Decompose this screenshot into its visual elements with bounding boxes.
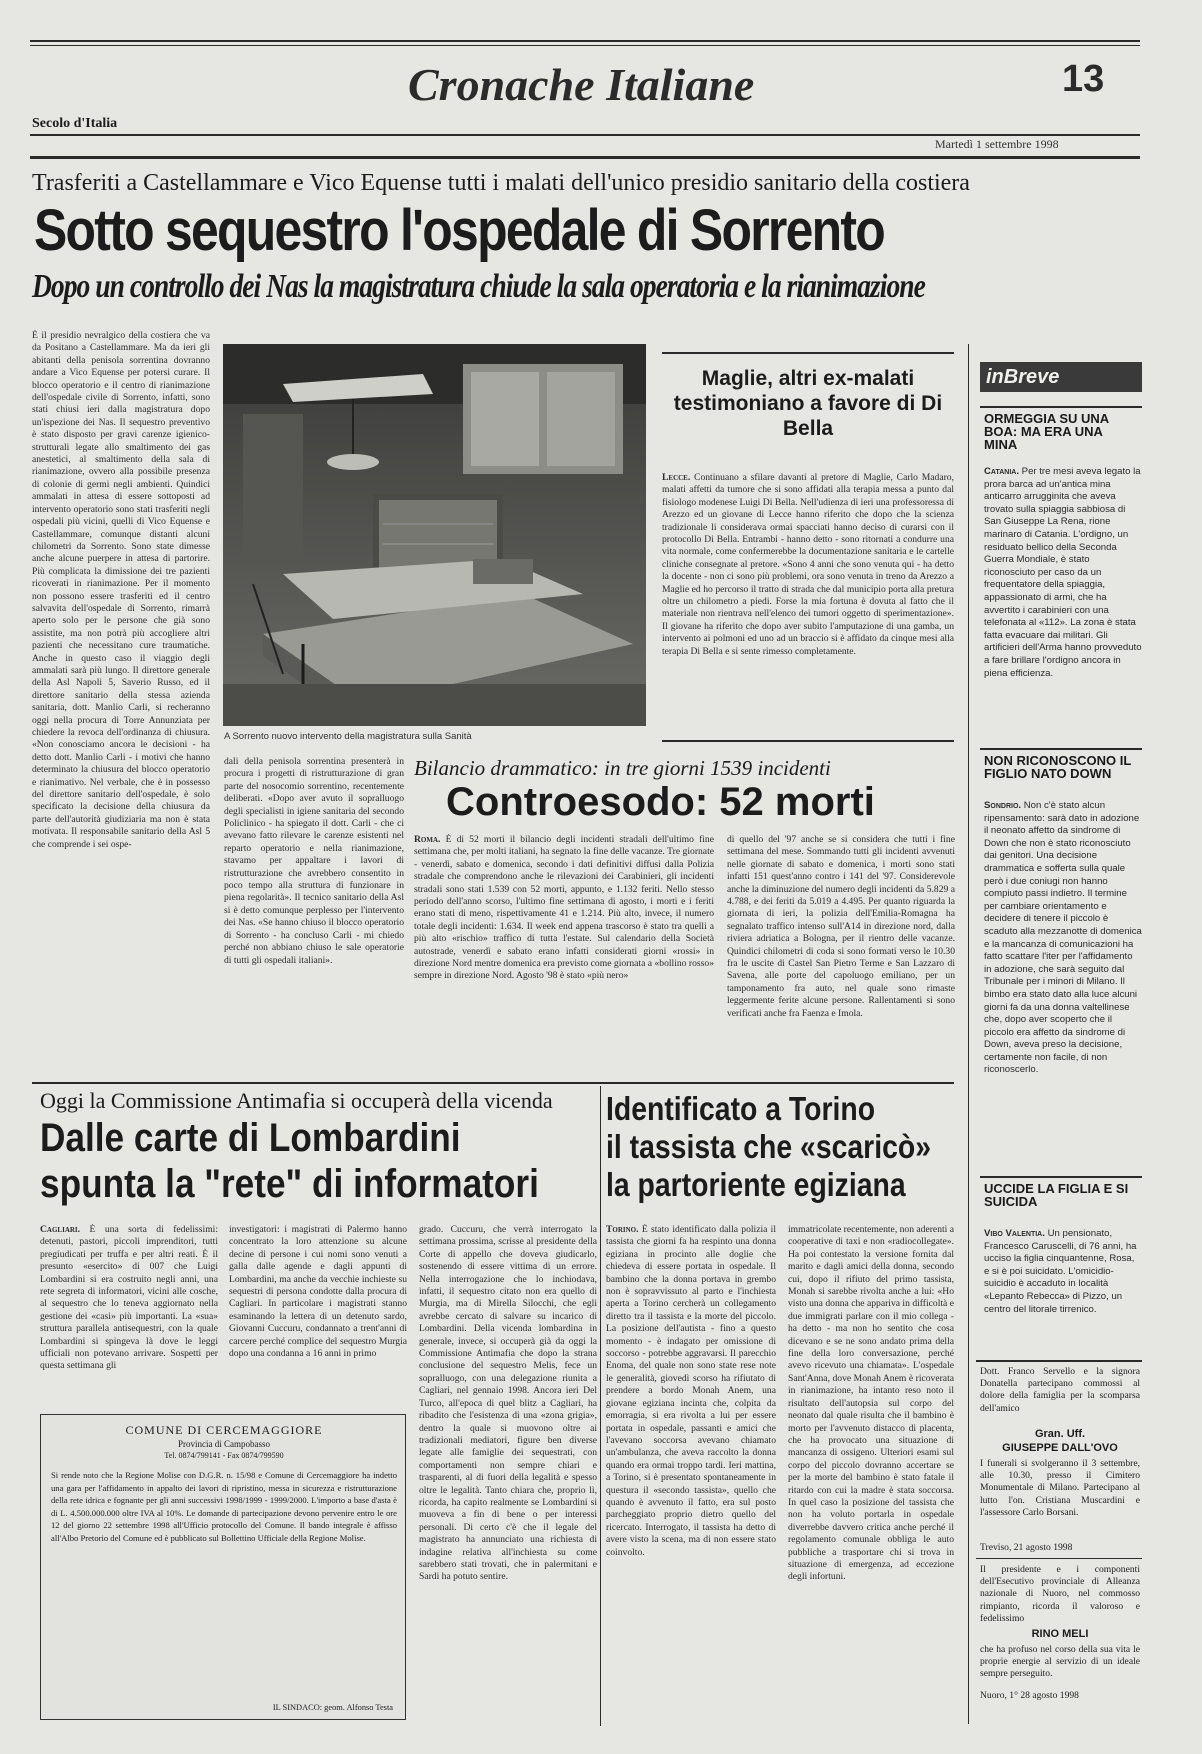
controesodo-rule [662,740,954,742]
lombardini-col2 [229,1224,407,1404]
obit-rule-2 [976,1558,1142,1559]
breve-title-3: UCCIDE LA FIGLIA E SI SUICIDA [984,1181,1129,1209]
breve-title-2: NON RICONOSCONO IL FIGLIO NATO DOWN [984,753,1132,781]
lombardini-col3 [419,1224,597,1724]
notice-signature: IL SINDACO: geom. Alfonso Testa [272,1703,393,1712]
date-rule [30,156,1140,159]
lombardini-dateline: Cagliari. [40,1224,81,1235]
tassista-col2-text: immatricolate recentemente, non aderenti a cooperative di taxi e non «radiocollegate». Ha poi contestato la versione fornita dal marito e dagli amici della donna, secondo cui, dopo il rifiuto del primo tassista, Monah si sarebbe rivolta anche a lui: «Ho visto una donna che appariva in difficoltà e due immigrati parlare con il mio collega - ha detto - ma non ho sentito che cosa dicevano e se ne sono andato prima della fine della loro conversazione, perché avevo ricevuto una chiamata». L'ospedale Sant'Anna, dove Monah Anem è ricoverata in rianimazione, ha intanto reso noto il risultato dell'autopsia sul corpo del neonato dal quale risulta che il bambino è morto per l'avvenuto distacco di placenta, che ha provocato una situazione di mancanza di ossigeno. Ulteriori esami sul corpo del piccolo dovranno accertare se per la morte del bambino è stato fatale il ritardo con cui la madre è stata soccorsa. In quel caso la posizione del tassista che non ha voluto portarla in ospedale diverrebbe davvero critica anche perché il regolamento comunale obbliga le auto pubbliche a trasportare chi si trova in situazione di emergenza, ad eccezione degli infortuni. [788,1224,954,1583]
tassista-headline-2: il tassista che «scaricò» [606,1128,931,1165]
controesodo-dateline: Roma. [414,834,441,845]
main-headline: Sotto sequestro l'ospedale di Sorrento [34,198,885,263]
tassista-col1-text: È stato identificato dalla polizia il tassista che giorni fa ha respinto una donna egiziana in procinto alle doglie che chiedeva di essere portata in ospedale. Il bambino che la donna portava in grembo non è sopravvissuto al parto e l'inchiesta aperta a Torino cercherà un collegamento diretto tra il tassista e la morte del piccolo. La posizione dell'autista - fino a questo momento - è indagato per omissione di soccorso - potrebbe aggravarsi. Il parecchio Enoma, del quale non sono state rese note le generalità, giovedì scorso ha rifiutato di prendere a bordo Monah Anem, una giovane egiziana incinta che, colpita da emorragia, si era rivolta a lui per essere portata in ospedale, passanti e amici che l'avevano soccorsa avevano chiamato un'ambulanza, che aveva raccolto la donna quando era ormai troppo tardi. Ieri mattina, a Torino, si è presentato spontaneamente in questura il «secondo tassista», quello che quando è avvenuto il fatto, era sul posto parcheggiato proprio dietro quello del ricercato. Interrogato, il tassista ha detto di avere visto la scena, ma di non essere stato coinvolto. [606,1224,776,1558]
lombardini-col1-text: È una sorta di fedelissimi: detenuti, pastori, piccoli imprenditori, tutti pregiudicati per truffa e per altri reati. È il presunto «esercito» di 007 che Luigi Lombardini si era costruito negli anni, una rete segreta di informatori, vicini alle cosche, al sequestro che lo teneva aggiornato nella gestione dei «casi» più importanti. La «sua» struttura parallela antisequestri, con la quale Lombardini si spingeva là dove le leggi ufficiali non potevano arrivare. Sospetti per questa settimana gli [40,1224,218,1372]
obit1-name-1: Gran. Uff. [1034,1428,1086,1440]
notice-subtitle: Provincia di Campobasso [178,1439,270,1449]
tassista-headline-3: la partoriente egiziana [606,1166,906,1203]
main-subhead: Dopo un controllo dei Nas la magistratura chiude la sala operatoria e la rianimazione [32,268,925,305]
obit1-date: Treviso, 21 agosto 1998 [980,1542,1073,1553]
obit1-body: I funerali si svolgeranno il 3 settembre, alle 10.30, presso il Cimitero Monumentale di Milano. Partecipano al lutto l'on. Cristiana Muscardini e l'assessore Carlo Borsani. [980,1458,1140,1518]
breve-rule-1 [980,406,1142,408]
top-rule-thin [30,45,1140,46]
controesodo-col1-text: È di 52 morti il bilancio degli incidenti stradali dell'ultimo fine settimana che, per molti italiani, ha segnato la fine delle vacanze. Tre giornate - venerdì, sabato e domenica, secondo i dati definitivi diffusi dalla Polizia stradale che comprendono anche le rilevazioni dei Carabinieri, gli incidenti stradali sono stati 1.539 con 52 morti, appunto, e 1.132 feriti. Nello stesso periodo dell'anno scorso, l'ultimo fine settimana di agosto, i morti e i feriti erano stati di meno, rispettivamente 41 e 1.214. Più alto, invece, il numero totale degli incidenti: 1.634. Il week end appena trascorso è stato tra quelli a più alto «rischio» traffico di tutta l'estate. Sul calendario della Società autostrade, venerdì e sabato erano infatti considerati giorni «rossi» in direzione Nord mentre domenica era previsto come giornata a «bollino rosso» sempre in direzione Nord. Agosto '98 è stato «più nero» [414,834,714,982]
breve-text-1: Per tre mesi aveva legato la prora barca ad un'antica mina anticarro arrugginita che aveva trovato sulla spiaggia sabbiosa di San Giuseppe La Rena, rione marinaro di Catania. L'ordigno, un residuato bellico della Seconda Guerra Mondiale, è stato riconosciuto per caso da un frequentatore della spiaggia, appassionato di armi, che ha avvertito i carabinieri con una telefonata al «112». La zona è stata fatta evacuare dai militari. Gli artificieri dell'Arma hanno provveduto a fare brillare l'ordigno ancora in piena efficienza. [984,466,1142,679]
breve-title-1: ORMEGGIA SU UNA BOA: MA ERA UNA MINA [984,411,1109,452]
controesodo-col2-text: di quello del '97 anche se si considera che tutti i fine settimana del mese. Sommando tutti gli incidenti avvenuti nelle giornate di sabato e domenica, i morti sono stati infatti 151 quest'anno contro i 141 del '97. Considerevole anche la diminuzione del numero degli incidenti da 5.829 a 4.788, e dei feriti da 5.019 a 4.495. Per quanto riguarda la giornata di ieri, la polizia dell'Emilia-Romagna ha segnalato traffico intenso sull'A14 in direzione nord, dalla riviera adriatica a Bologna, per il rientro delle vacanze. Quindici chilometri di coda si sono formati verso le 10.30 fra le uscite di Castel San Pietro Terme e San Lazzaro di Savena, alle porte del capoluogo emiliano, per un tamponamento fra auto, nel quale sono rimaste leggermente ferite alcune persone. Rallentamenti si sono verificati anche fra Faenza e Imola. [727,834,955,1019]
breve-body-3 [984,1228,1142,1360]
breve-rule-3 [980,1176,1142,1178]
controesodo-headline: Controesodo: 52 morti [446,780,875,824]
breve-body-2 [984,800,1142,1180]
page-date: Martedì 1 settembre 1998 [935,137,1059,151]
obit2-date: Nuoro, 1° 28 agosto 1998 [980,1690,1079,1701]
top-rule [30,40,1140,42]
main-kicker: Trasferiti a Castellammare e Vico Equense tutti i malati dell'unico presidio sanitario della costiera [32,170,970,196]
lombardini-col3-text: grado. Cuccuru, che verrà interrogato la settimana prossima, scrisse al presidente della Corte di appello che doveva giudicarlo, sostenendo di essere vittima di un errore. Nella interrogazione che lo inchiodava, infatti, il sequestro citato non era quello di Murgia, ma di Mirella Silocchi, che egli avrebbe cercato di salvare su incarico di Lombardini. Della vicenda lombardina in generale, invece, si occuperà già da oggi la Commissione Antimafia che dopo la strana conclusione del sequestro Melis, fece un sopralluogo, con una delegazione riunita a Cagliari, nel gennaio 1998. Ancora ieri Del Turco, all'epoca di quel blitz a Cagliari, ha ribadito che l'esistenza di una «zona grigia», dentro la quale si muovono oltre ai tradizionali mediatori, figure ben diverse legate alle famiglie dei sequestrati, con comportamenti non sempre chiari e trasparenti, al di fuori della legalità e spesso oltre le legalità. Tanto chiara che, proprio lì, ricorda, ha capito realmente se Lombardini si muoveva a fin di bene o per interessi personali. Di certo c'è che il legale del magistrato ha annunciato una richiesta di indagine relativa all'inchiesta su come sarebbero stati trovati, che in palermitani e Sardi ha potuto sentire. [419,1224,597,1583]
obit2-name: RINO MELI [1031,1628,1089,1640]
lombardini-kicker: Oggi la Commissione Antimafia si occuperà della vicenda [40,1088,553,1113]
lombardini-headline-1: Dalle carte di Lombardini [40,1116,461,1160]
lombardini-col1 [40,1224,218,1404]
in-breve-logo [980,362,1142,392]
tassista-col2 [788,1224,954,1724]
notice-phone: Tel. 0874/799141 - Fax 0874/799590 [164,1451,284,1460]
photo-icon [223,344,646,726]
breve-dateline-2: Sondrio. [984,800,1022,811]
controesodo-col1 [414,834,714,1284]
in-breve-logo-text: inBreve [986,366,1060,388]
notice-body: Si rende noto che la Regione Molise con D.G.R. n. 15/98 e Comune di Cercemaggiore ha indetto una gara per l'affidamento in appalto dei lavori di ripristino, messa in sicurezza e ristrutturazione della rete idrica e fognante per gli anni successivi 1998/1999 - 1999/2000. L'importo a base d'asta è di L. 4.500.000.000 oltre IVA al 10%. Le domande di partecipazione devono pervenire entro le ore 12 del giorno 22 settembre 1998 all'Ufficio protocollo del Comune. Il bando integrale è affisso all'Albo Pretorio del Comune ed è pubblicato sul Bollettino Ufficiale della Regione Molise. [51,1470,397,1543]
tassista-headline-1: Identificato a Torino [606,1090,876,1127]
masthead-rule [30,134,1140,136]
breve-text-3: Un pensionato, Francesco Caruscelli, di 76 anni, ha ucciso la figlia cinquantenne, Rosa, e si è poi suicidato. L'omicidio-suicidio è accaduto in località «Lepanto Rebecca» di Pizzo, un centro del litorale tirrenico. [984,1228,1137,1315]
newspaper-name: Secolo d'Italia [32,116,118,131]
notice-title: COMUNE DI CERCEMAGGIORE [125,1423,323,1437]
obit2-intro: Il presidente e i componenti dell'Esecutivo provinciale di Alleanza nazionale di Nuoro, nel commosso rimpianto, ricorda il valoroso e fedelissimo [980,1564,1140,1624]
breve-text-2: Non c'è stato alcun ripensamento: sarà dato in adozione il neonato affetto da sindrome di Down che non è stato riconosciuto dai genitori. Una decisione drammatica e sofferta sulla quale però i due coniugi non hanno compiuto passi indietro. Il termine per cambiare orientamento e decidere di tenere il piccolo è scaduto alla mezzanotte di domenica e la mancanza di comunicazioni ha fatto scattare l'iter per l'affidamento in adozione, che sarà seguito dal Tribunale per i minori di Milano. Il bimbo era stato dato alla luce alcuni giorni fa da una donna valtellinese che, dopo aver scoperto che il piccolo era affetto da sindrome di Down, aveva preso la decisione, certamente non facile, di non riconoscerlo. [984,800,1142,1076]
municipal-notice [40,1414,406,1720]
lombardini-col2-text: investigatori: i magistrati di Palermo hanno concentrato la loro attenzione su alcune decine di persone i cui nomi sono venuti a galla dalle agende e dagli appunti di Lombardini, ma anche da vecchie inchieste su sequestri di persona condotte dalla procura di Cagliari. In particolare i magistrati stanno esaminando la lettera di un detenuto sardo, Giovanni Cuccuru, condannato a trent'anni di carcere perché complice del sequestro Murgia dopo una condanna a 16 anni in primo [229,1224,407,1360]
obit1-intro: Dott. Franco Servello e la signora Donatella partecipano commossi al dolore della famiglia per la scomparsa dell'amico [980,1366,1140,1414]
breve-dateline-3: Vibo Valentia. [984,1228,1045,1239]
obit2-body: che ha profuso nel corso della sua vita le proprie energie al servizio di un ideale sempre perseguito. [980,1644,1140,1680]
sidebar-divider [968,344,969,1724]
dibella-text: Continuano a sfilare davanti al pretore di Maglie, Carlo Madaro, malati affetti da tumore che si sono affidati alla terapia messa a punto dal fisiologo modenese Luigi Di Bella. Nell'udienza di ieri una professoressa di Arezzo ed un giovane di Lecce hanno riferito che dopo che la scienza tradizionale li considerava ormai spacciati hanno deciso di curarsi con il protocollo Di Bella. Entrambi - hanno detto - sono ritornati a condurre una vita normale, come confermerebbe la documentazione sanitaria e le cartelle cliniche consegnate al pretore. «Sono 4 anni che sono venuta qui - ha detto la docente - non ci sono più problemi, ora sono venuta in treno da Arezzo a Maglie ed ho percorso il tratto di strada che dal municipio porta alla pretura oltre un chilometro a piedi. Forse la mia fortuna è dovuta al fatto che il materiale non rientrava nell'elenco dei tumori oggetto di sperimentazione». Il giovane ha riferito che dopo aver subito l'amputazione di una gamba, un intervento ai polmoni ed uno ad un braccio si è affidato da cinque mesi alla terapia Di Bella e si sente rimesso completamente. [662,472,954,657]
obit1-name-2: GIUSEPPE DALL'OVO [1002,1442,1118,1454]
controesodo-kicker: Bilancio drammatico: in tre giorni 1539 incidenti [414,756,831,780]
dibella-dateline: Lecce. [662,472,691,483]
tassista-dateline: Torino. [606,1224,639,1235]
controesodo-col2 [727,834,955,1284]
section-title: Cronache Italiane [408,59,755,110]
obit-rule-1 [976,1360,1142,1362]
dibella-col [662,472,954,724]
tassista-divider [600,1086,601,1726]
dibella-rule [662,352,954,354]
main-col2-text: dali della penisola sorrentina presenterà in procura i progetti di ristrutturazione di gran parte del nosocomio sorrentino, recentemente deliberati. «Dopo aver avuto il sopralluogo degli specialisti in igiene sanitaria del secondo Policlinico - ha spiegato il dott. Carli - che ci avevano fatto rilevare le carenze esistenti nel reparto operatorio e nella rianimazione, stavamo per appaltare i lavori di ristrutturazione che avrebbero consentito in poco tempo alla struttura di funzionare in piena regolarità». Il tecnico sanitario della Asl si è detto comunque perplesso per l'intervento dei Nas. «Se hanno chiuso il blocco operatorio di Sorrento - ha concluso Carli - mi chiedo perché non abbiano chiuso le sale operatorie di tutti gli ospedali italiani». [224,756,404,966]
breve-rule-2 [980,748,1142,750]
dibella-headline: Maglie, altri ex-malati testimoniano a favore di Di Bella [673,367,943,440]
page-number: 13 [1062,58,1105,100]
lombardini-top-rule [32,1082,954,1084]
main-col1-text: È il presidio nevralgico della costiera che va da Positano a Castellammare. Ma da ieri gli abitanti della penisola sorrentina dovranno andare a Vico Equense per potersi curare. Il blocco operatorio e il centro di rianimazione dell'ospedale civile di Sorrento, infatti, sono stati chiusi ieri dalla magistratura dopo un'ispezione dei Nas. Il sequestro preventivo è stato disposto per gravi carenze igienico-strutturali legate allo smaltimento dei gas anestetici, al smaltimento della sala di rianimazione, ovvero alla possibile presenza di colonie di germi negli ambienti. Quindici ammalati in attesa di essere sottoposti ad intervento operatorio sono stati trasferiti negli ospedali più vicini, quelli di Vico Equense e Castellammare, comunque distanti alcuni chilometri da Sorrento. Sono state dimesse anche alcune puerpere in attesa di partorire. Più complicata la dimissione dei tre pazienti ricoverati in rianimazione. Per il momento non possono essere trasferiti ed il centro salvavita dell'ospedale di Sorrento, rimarrà aperto solo per le persone che già sono assistite, ma non potrà più accogliere altri pazienti che necessitano cure traumatiche. Anche in questo caso il viaggio degli ammalati sarà più lungo. Il direttore generale della Asl Napoli 5, Saverio Russo, ed il direttore sanitario della stessa azienda sanitaria, dott. Manlio Carli, si recheranno oggi nella procura di Torre Annunziata per chiedere la revoca dell'ordinanza di chiusura. «Non conosciamo ancora le decisioni - ha detto dott. Manlio Carli - i motivi che hanno determinato la chiusura del blocco operatorio e rianimativo. Nel verbale, che è in possesso del direttore sanitario dell'ospedale, è solo specificato la decisione della chiusura da parte dell'autorità giudiziaria ma non è stata motivata. Il responsabile sanitario della Asl 5 che comprende i sei ospe- [32,330,210,850]
breve-dateline-1: Catania. [984,466,1019,477]
lombardini-headline-2: spunta la "rete" di informatori [40,1162,539,1206]
breve-body-1 [984,466,1142,748]
hospital-ward-photo [223,344,646,726]
photo-caption: A Sorrento nuovo intervento della magistratura sulla Sanità [224,731,472,742]
tassista-col1 [606,1224,776,1724]
